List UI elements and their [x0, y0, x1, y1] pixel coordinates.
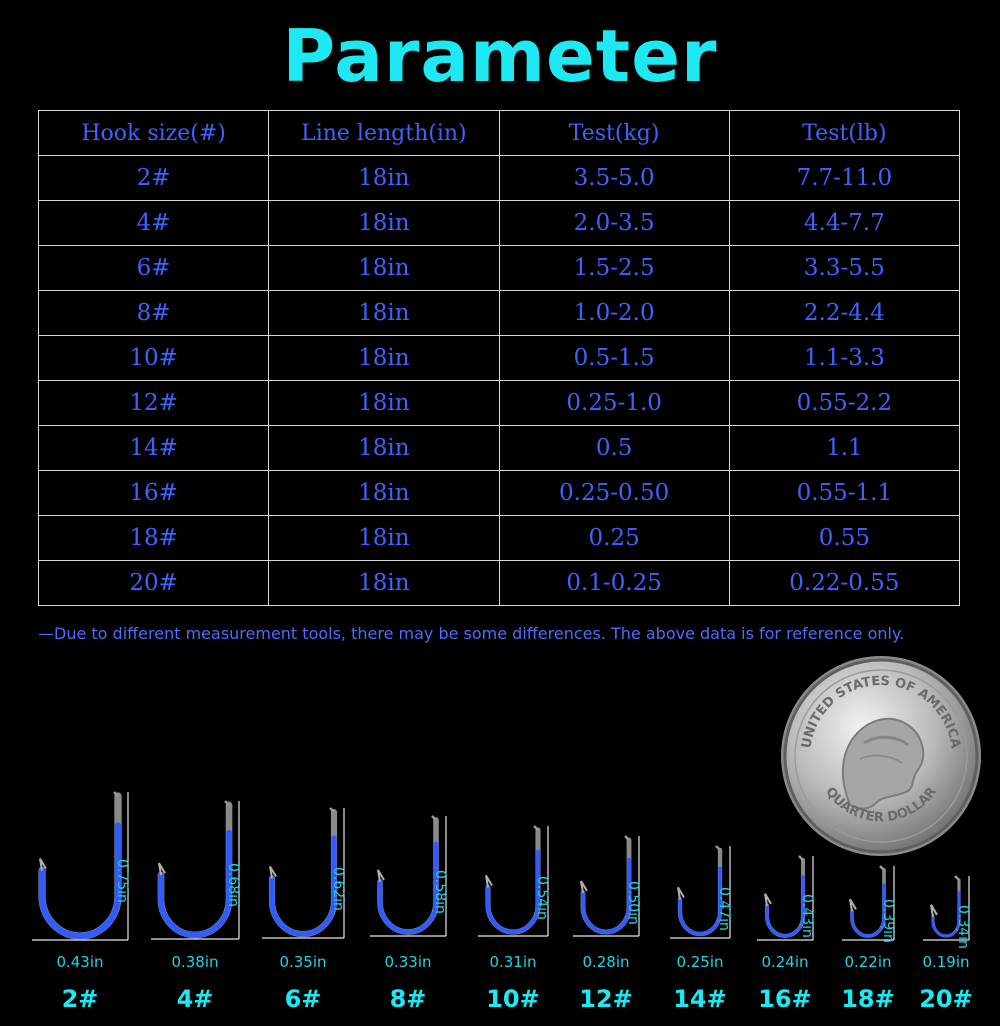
table-row	[39, 246, 960, 291]
table-row	[39, 381, 960, 426]
table-row	[39, 156, 960, 201]
cell-test-lb: 7.7-11.0	[729, 156, 959, 201]
cell-hook-size: 10#	[39, 336, 269, 381]
hook-length-label: 0.47in	[716, 887, 732, 932]
cell-hook-size: 8#	[39, 291, 269, 336]
cell-test-lb: 2.2-4.4	[729, 291, 959, 336]
parameter-table	[38, 110, 960, 606]
cell-test-kg: 0.5-1.5	[499, 336, 729, 381]
cell-test-lb: 3.3-5.5	[729, 246, 959, 291]
cell-line-length: 18in	[269, 336, 499, 381]
cell-test-kg: 1.5-2.5	[499, 246, 729, 291]
cell-test-kg: 1.0-2.0	[499, 291, 729, 336]
cell-test-lb: 0.22-0.55	[729, 561, 959, 606]
hook-width-label: 0.22in	[844, 953, 892, 971]
hook-size-label: 6#	[284, 985, 322, 1013]
hook-width-label: 0.31in	[489, 953, 537, 971]
hook-width-label: 0.38in	[171, 953, 219, 971]
hook-size-label: 8#	[389, 985, 427, 1013]
hook-length-label: 0.50in	[625, 881, 641, 925]
cell-test-kg: 0.25-0.50	[499, 471, 729, 516]
header-line-length: Line length(in)	[269, 111, 499, 156]
table-header-row	[39, 111, 960, 156]
hook-length-label: 0.62in	[330, 866, 346, 911]
table-row	[39, 426, 960, 471]
hook-length-label: 0.34in	[955, 904, 971, 949]
hook-width-label: 0.25in	[676, 953, 724, 971]
cell-line-length: 18in	[269, 426, 499, 471]
hook-size-label: 16#	[758, 985, 812, 1013]
cell-test-kg: 3.5-5.0	[499, 156, 729, 201]
cell-test-kg: 0.5	[499, 426, 729, 471]
cell-line-length: 18in	[269, 291, 499, 336]
cell-hook-size: 14#	[39, 426, 269, 471]
hook-size-label: 14#	[673, 985, 727, 1013]
cell-line-length: 18in	[269, 246, 499, 291]
page-title: Parameter	[282, 14, 718, 98]
cell-line-length: 18in	[269, 201, 499, 246]
quarter-coin-image	[780, 655, 982, 857]
disclaimer-note: —Due to different measurement tools, there may be some differences. The above data is for reference only.	[38, 624, 905, 643]
header-hook-size: Hook size(#)	[39, 111, 269, 156]
header-test-kg: Test(kg)	[499, 111, 729, 156]
cell-test-lb: 1.1-3.3	[729, 336, 959, 381]
coin-bottom-text: QUARTER DOLLAR	[822, 784, 940, 826]
hook-length-label: 0.75in	[114, 858, 130, 903]
hook-width-label: 0.28in	[582, 953, 630, 971]
cell-test-lb: 0.55-1.1	[729, 471, 959, 516]
cell-test-kg: 0.25-1.0	[499, 381, 729, 426]
hook-width-label: 0.24in	[761, 953, 809, 971]
hook-length-label: 0.39in	[880, 899, 896, 944]
cell-line-length: 18in	[269, 471, 499, 516]
cell-line-length: 18in	[269, 381, 499, 426]
hook-size-label: 4#	[176, 985, 214, 1013]
table-row	[39, 561, 960, 606]
hook-width-label: 0.43in	[56, 953, 104, 971]
cell-line-length: 18in	[269, 561, 499, 606]
hook-size-label: 10#	[486, 985, 540, 1013]
table-row	[39, 201, 960, 246]
table-row	[39, 516, 960, 561]
coin-top-text: UNITED STATES OF AMERICA	[799, 673, 963, 750]
cell-hook-size: 20#	[39, 561, 269, 606]
cell-hook-size: 6#	[39, 246, 269, 291]
cell-test-kg: 0.1-0.25	[499, 561, 729, 606]
cell-hook-size: 16#	[39, 471, 269, 516]
hook-length-label: 0.68in	[225, 863, 241, 908]
hook-length-label: 0.43in	[799, 893, 815, 938]
hook-width-label: 0.19in	[922, 953, 970, 971]
cell-test-lb: 0.55-2.2	[729, 381, 959, 426]
cell-line-length: 18in	[269, 156, 499, 201]
cell-hook-size: 18#	[39, 516, 269, 561]
hook-length-label: 0.58in	[432, 870, 448, 914]
hook-length-label: 0.54in	[534, 875, 550, 920]
hook-size-label: 18#	[841, 985, 895, 1013]
hook-size-label: 2#	[61, 985, 99, 1013]
hook-width-label: 0.33in	[384, 953, 432, 971]
cell-hook-size: 4#	[39, 201, 269, 246]
cell-hook-size: 12#	[39, 381, 269, 426]
cell-line-length: 18in	[269, 516, 499, 561]
table-row	[39, 291, 960, 336]
table-row	[39, 336, 960, 381]
hook-width-label: 0.35in	[279, 953, 327, 971]
cell-test-kg: 2.0-3.5	[499, 201, 729, 246]
table-row	[39, 471, 960, 516]
header-test-lb: Test(lb)	[729, 111, 959, 156]
hook-size-label: 12#	[579, 985, 633, 1013]
cell-test-lb: 0.55	[729, 516, 959, 561]
hook-size-label: 20#	[919, 985, 973, 1013]
cell-hook-size: 2#	[39, 156, 269, 201]
cell-test-lb: 1.1	[729, 426, 959, 471]
cell-test-lb: 4.4-7.7	[729, 201, 959, 246]
cell-test-kg: 0.25	[499, 516, 729, 561]
